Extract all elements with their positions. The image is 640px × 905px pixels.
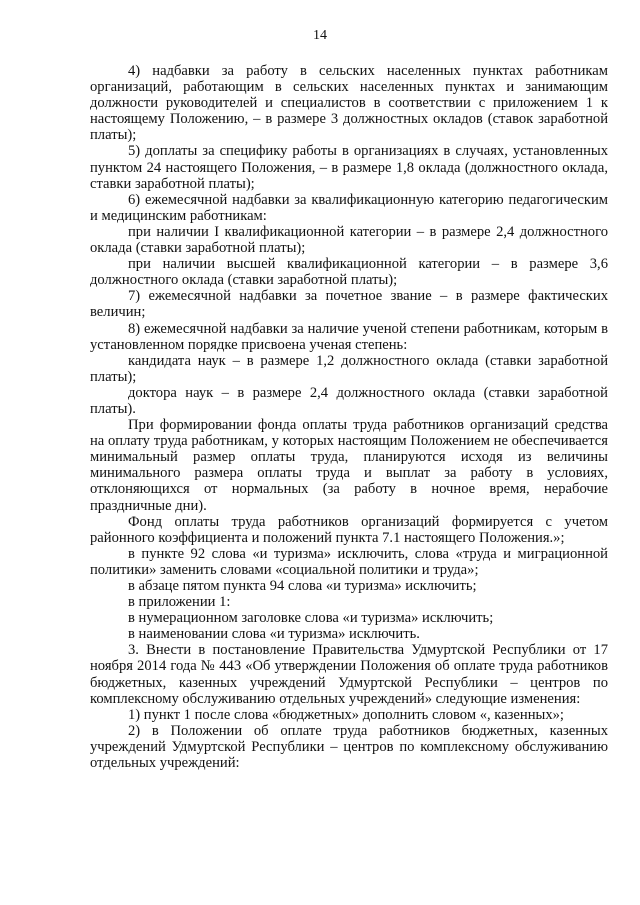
- document-body: [90, 63, 608, 771]
- paragraph: 6) ежемесячной надбавки за квалификационную категорию педагогическим и медицинским работникам:: [90, 191, 608, 224]
- paragraph: при наличии высшей квалификационной категории – в размере 3,6 должностного оклада (ставки заработной платы);: [90, 256, 608, 289]
- paragraph: при наличии I квалификационной категории – в размере 2,4 должностного оклада (ставки заработной платы);: [90, 223, 608, 257]
- paragraph: 3. Внести в постановление Правительства Удмуртской Республики от 17 ноября 2014 года № 443 «Об утверждении Положения об оплате труда работников бюджетных, казенных учреждений Удмуртской Республики – центров по комплексному обслуживанию отдельных учреждений» следующие изменения:: [90, 642, 608, 707]
- paragraph: в абзаце пятом пункта 94 слова «и туризма» исключить;: [128, 578, 477, 594]
- paragraph: в наименовании слова «и туризма» исключить.: [128, 626, 420, 643]
- paragraph: 2) в Положении об оплате труда работников бюджетных, казенных учреждений Удмуртской Республики – центров по комплексному обслуживанию отдельных учреждений:: [90, 722, 608, 772]
- paragraph: доктора наук – в размере 2,4 должностного оклада (ставки заработной платы).: [90, 384, 608, 417]
- paragraph: При формировании фонда оплаты труда работников организаций средства на оплату труда работникам, у которых настоящим Положением не обеспечивается минимальный размер оплаты труда, планируются исходя из величины минимального размера оплаты труда и выплат за работу в условиях, отклоняющихся от нормальных (за работу в ночное время, нерабочие праздничные дни).: [90, 417, 608, 514]
- paragraph: в нумерационном заголовке слова «и туризма» исключить;: [128, 610, 494, 627]
- paragraph: кандидата наук – в размере 1,2 должностного оклада (ставки заработной платы);: [90, 352, 608, 385]
- paragraph: 7) ежемесячной надбавки за почетное звание – в размере фактических величин;: [90, 288, 608, 321]
- paragraph: Фонд оплаты труда работников организаций формируется с учетом районного коэффициента и положений пункта 7.1 настоящего Положения.»;: [90, 513, 608, 546]
- paragraph: в приложении 1:: [128, 594, 231, 611]
- paragraph: в пункте 92 слова «и туризма» исключить, слова «труда и миграционной политики» заменить словами «социальной политики и труда»;: [90, 545, 608, 578]
- paragraph: 4) надбавки за работу в сельских населенных пунктах работникам организаций, работающим в сельских населенных пунктах и занимающим должности руководителей и специалистов в соответствии с приложением 1 к настоящему Положению, – в размере 3 должностных окладов (ставок заработной платы);: [90, 63, 608, 144]
- page-number: 14: [313, 28, 327, 43]
- paragraph: 5) доплаты за специфику работы в организациях в случаях, установленных пунктом 24 настоящего Положения, – в размере 1,8 оклада (должностного оклада, ставки заработной платы);: [90, 143, 608, 192]
- paragraph: 1) пункт 1 после слова «бюджетных» дополнить словом «, казенных»;: [128, 706, 564, 723]
- paragraph: 8) ежемесячной надбавки за наличие ученой степени работникам, которым в установленном порядке присвоена ученая степень:: [90, 320, 608, 353]
